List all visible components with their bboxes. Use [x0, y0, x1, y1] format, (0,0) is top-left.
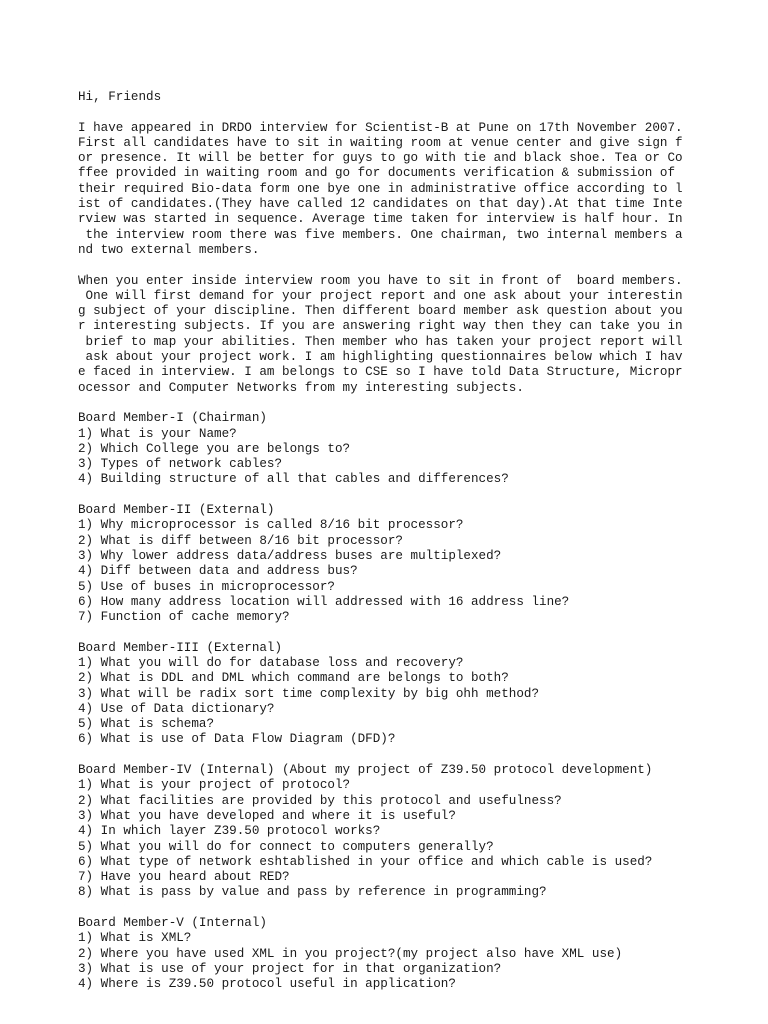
paragraph-line: First all candidates have to sit in waiting room at venue center and give sign f — [78, 135, 683, 150]
paragraph-line: I have appeared in DRDO interview for Scientist-B at Pune on 17th November 2007. — [78, 120, 683, 135]
paragraph-line: g subject of your discipline. Then different board member ask question about you — [78, 304, 683, 319]
paragraph-line: ffee provided in waiting room and go for documents verification & submission of — [78, 166, 676, 181]
question-item: 2) Which College you are belongs to? — [78, 441, 351, 456]
paragraph-line: r interesting subjects. If you are answering right way then they can take you in — [78, 319, 683, 334]
paragraph-line: rview was started in sequence. Average time taken for interview is half hour. In — [78, 212, 683, 227]
question-item: 4) Use of Data dictionary? — [78, 701, 275, 716]
board-member-1-section — [78, 411, 698, 487]
spacer — [78, 105, 698, 120]
board-member-4-section — [78, 763, 698, 901]
interview-room-paragraph — [78, 274, 698, 396]
question-item: 4) Diff between data and address bus? — [78, 564, 358, 579]
question-item: 1) What is your Name? — [78, 426, 237, 441]
question-item: 2) Where you have used XML in you project?(my project also have XML use) — [78, 946, 623, 961]
paragraph-line: nd two external members. — [78, 242, 260, 257]
spacer — [78, 488, 698, 503]
question-item: 2) What is diff between 8/16 bit processor? — [78, 533, 403, 548]
question-item: 3) What you have developed and where it is useful? — [78, 808, 456, 823]
paragraph-line: ist of candidates.(They have called 12 candidates on that day).At that time Inte — [78, 197, 683, 212]
board-member-2-section — [78, 503, 698, 625]
board-member-5-section — [78, 916, 698, 992]
question-item: 2) What is DDL and DML which command are belongs to both? — [78, 671, 509, 686]
spacer — [78, 396, 698, 411]
question-item: 1) What you will do for database loss and recovery? — [78, 655, 464, 670]
question-item: 2) What facilities are provided by this protocol and usefulness? — [78, 793, 562, 808]
spacer — [78, 901, 698, 916]
question-item: 6) What is use of Data Flow Diagram (DFD)? — [78, 732, 396, 747]
paragraph-line: their required Bio-data form one bye one in administrative office according to l — [78, 181, 683, 196]
question-item: 5) Use of buses in microprocessor? — [78, 579, 335, 594]
paragraph-line: or presence. It will be better for guys to go with tie and black shoe. Tea or Co — [78, 151, 683, 166]
paragraph-line: the interview room there was five members. One chairman, two internal members a — [78, 227, 683, 242]
greeting: Hi, Friends — [78, 90, 162, 104]
document-page — [78, 90, 698, 993]
spacer — [78, 625, 698, 640]
paragraph-line: ask about your project work. I am highlighting questionnaires below which I hav — [78, 350, 683, 365]
question-item: 4) In which layer Z39.50 protocol works? — [78, 824, 381, 839]
question-item: 3) What is use of your project for in that organization? — [78, 961, 502, 976]
question-item: 6) How many address location will addressed with 16 address line? — [78, 594, 570, 609]
question-item: 5) What you will do for connect to computers generally? — [78, 839, 494, 854]
paragraph-line: e faced in interview. I am belongs to CSE so I have told Data Structure, Micropr — [78, 365, 683, 380]
question-item: 3) What will be radix sort time complexity by big ohh method? — [78, 686, 540, 701]
board-member-3-section — [78, 641, 698, 748]
question-item: 8) What is pass by value and pass by reference in programming? — [78, 885, 547, 900]
section-heading: Board Member-V (Internal) — [78, 916, 267, 931]
spacer — [78, 748, 698, 763]
question-item: 7) Function of cache memory? — [78, 610, 290, 625]
question-item: 3) Why lower address data/address buses are multiplexed? — [78, 548, 502, 563]
question-item: 1) Why microprocessor is called 8/16 bit processor? — [78, 518, 464, 533]
intro-paragraph — [78, 121, 698, 259]
question-item: 3) Types of network cables? — [78, 457, 283, 472]
section-heading: Board Member-II (External) — [78, 503, 275, 518]
paragraph-line: One will first demand for your project report and one ask about your interestin — [78, 288, 683, 303]
question-item: 4) Where is Z39.50 protocol useful in application? — [78, 977, 456, 992]
paragraph-line: When you enter inside interview room you have to sit in front of board members. — [78, 273, 683, 288]
question-item: 1) What is your project of protocol? — [78, 778, 351, 793]
section-heading: Board Member-III (External) — [78, 640, 283, 655]
section-heading: Board Member-IV (Internal) (About my project of Z39.50 protocol development) — [78, 763, 653, 778]
question-item: 4) Building structure of all that cables and differences? — [78, 472, 509, 487]
question-item: 1) What is XML? — [78, 931, 192, 946]
spacer — [78, 258, 698, 273]
paragraph-line: brief to map your abilities. Then member who has taken your project report will — [78, 334, 683, 349]
paragraph-line: ocessor and Computer Networks from my interesting subjects. — [78, 380, 524, 395]
question-item: 7) Have you heard about RED? — [78, 870, 290, 885]
section-heading: Board Member-I (Chairman) — [78, 411, 267, 426]
question-item: 5) What is schema? — [78, 717, 215, 732]
question-item: 6) What type of network eshtablished in your office and which cable is used? — [78, 854, 653, 869]
